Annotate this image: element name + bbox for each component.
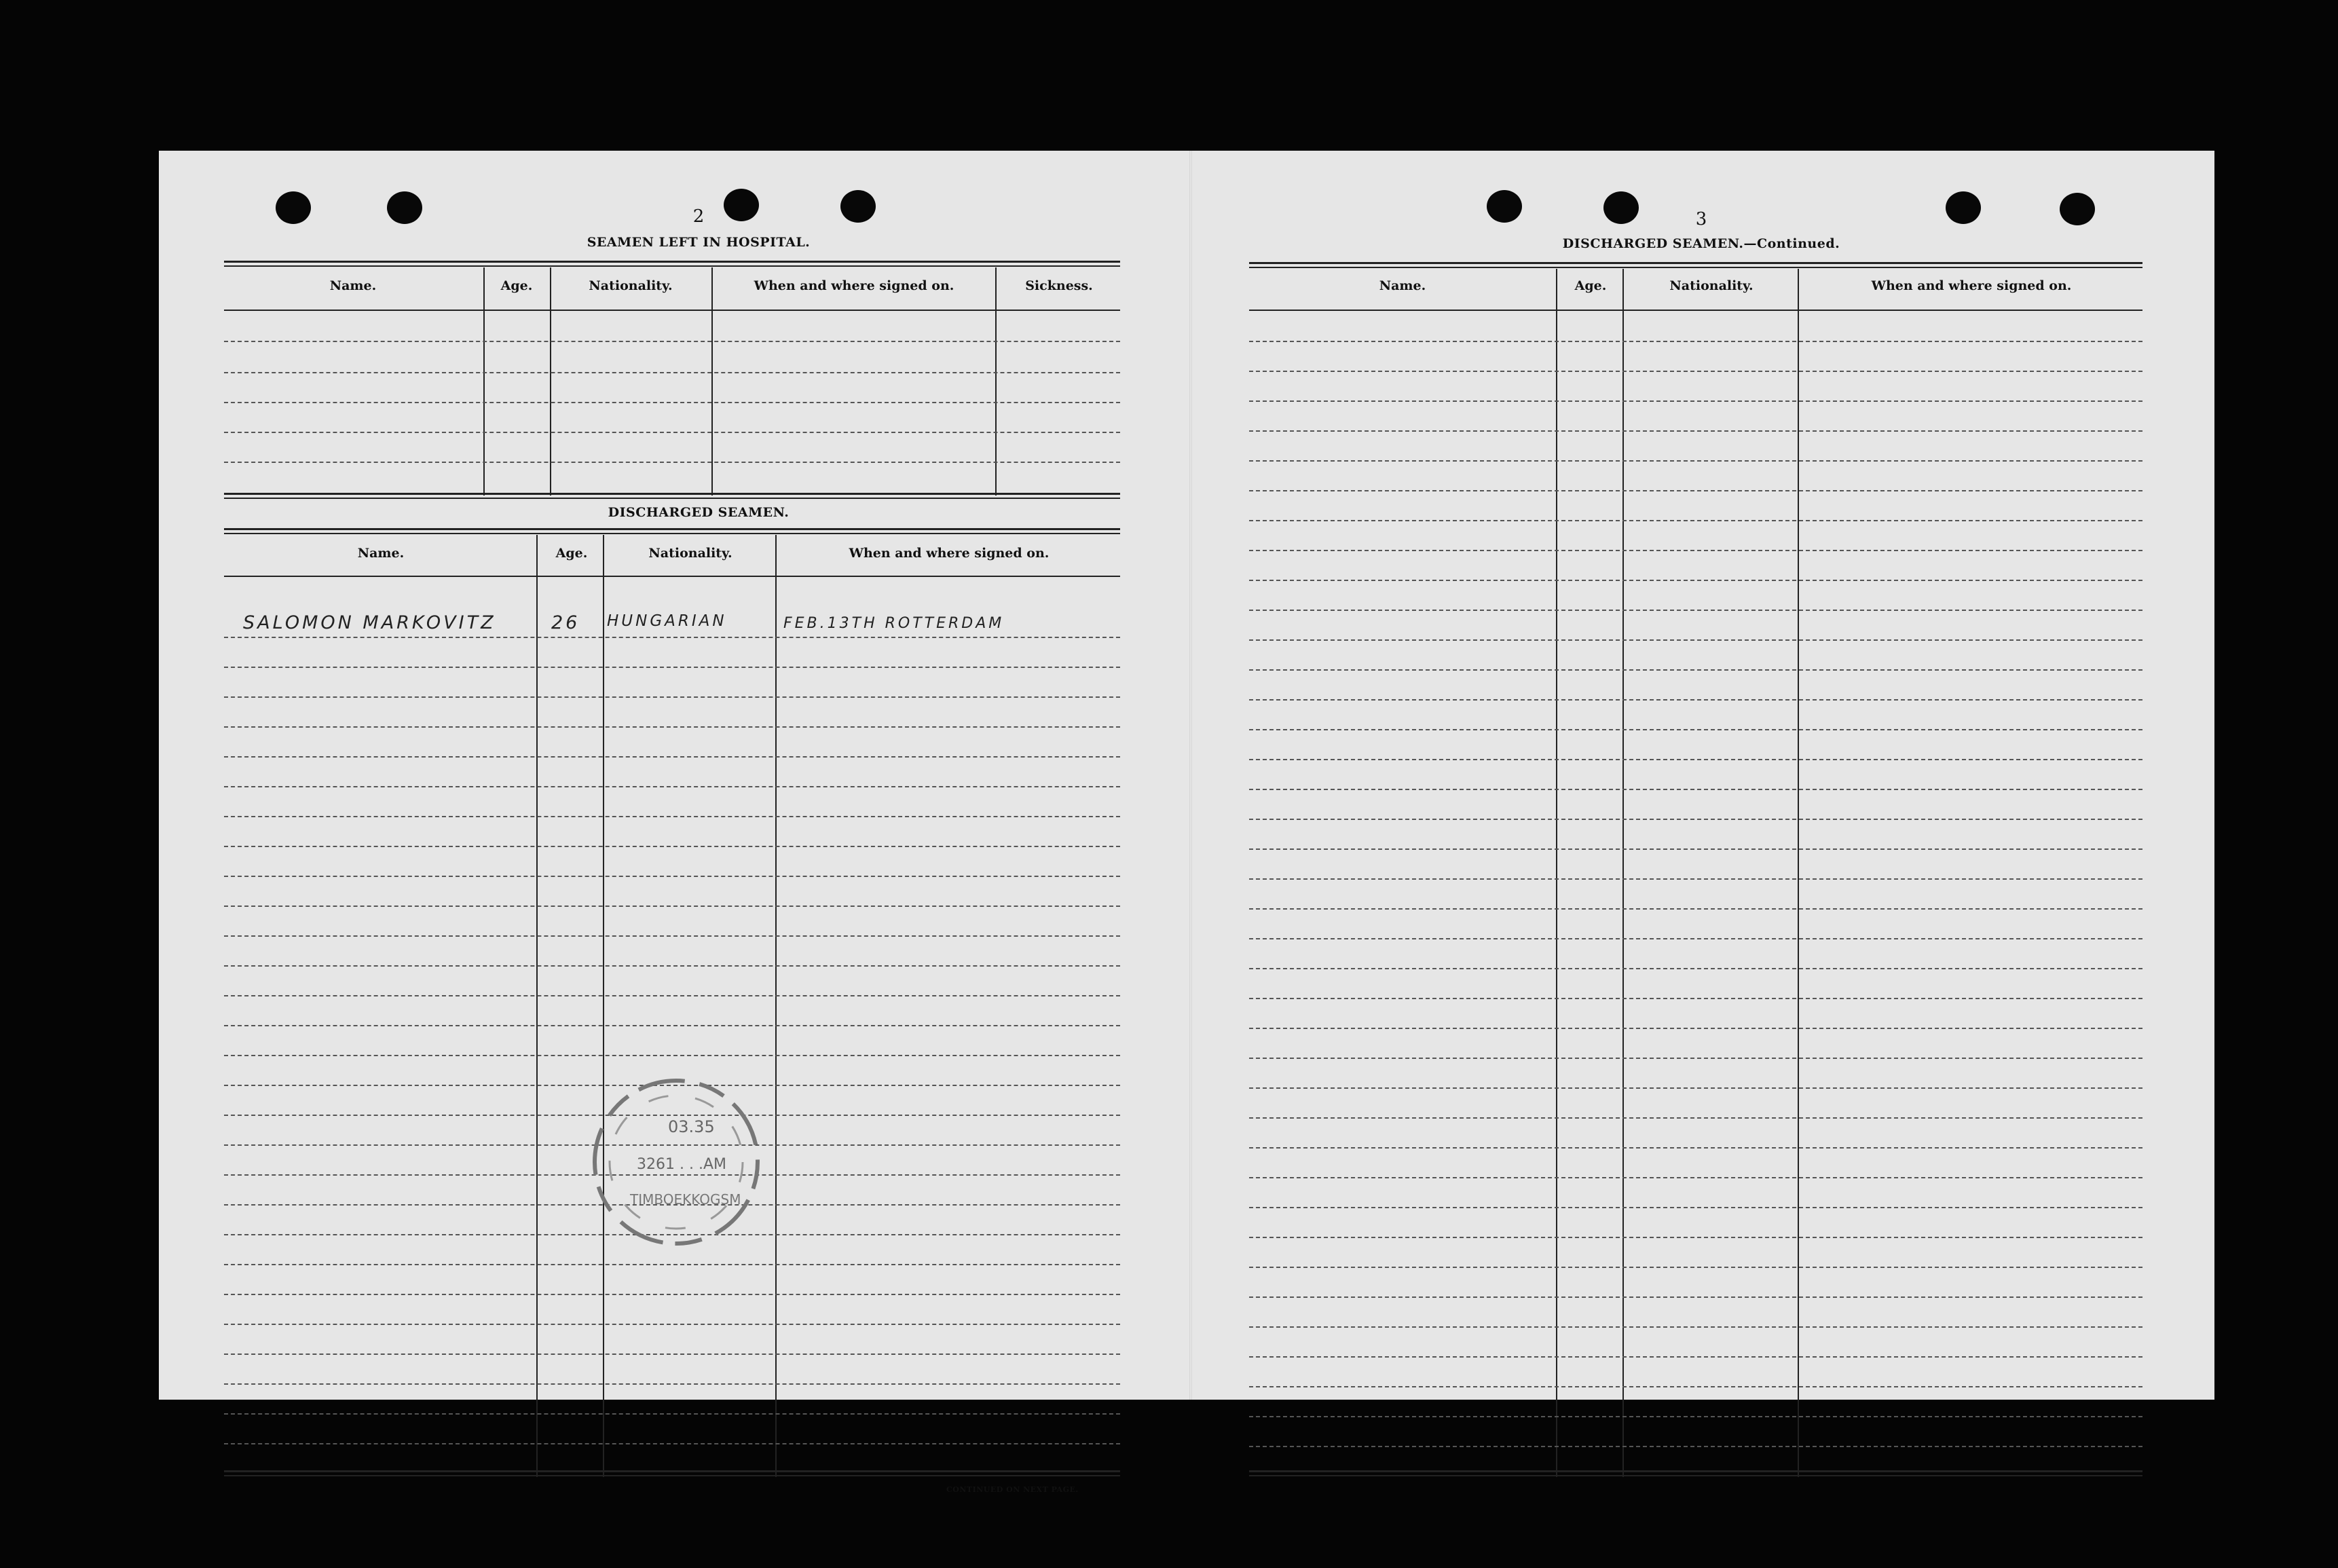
col-header-age: Age. — [555, 546, 588, 561]
ruled-line — [224, 876, 1120, 877]
page-number: 3 — [1695, 209, 1707, 229]
ruled-line — [1249, 878, 2142, 880]
ruled-line — [1249, 1326, 2142, 1328]
ruled-line — [224, 432, 1120, 433]
ruled-line — [1249, 968, 2142, 969]
col-header-sickness: Sickness. — [1025, 278, 1093, 293]
column-divider — [1798, 269, 1799, 1477]
ruled-line — [224, 1055, 1120, 1056]
hospital-header-rule — [224, 310, 1120, 311]
right-bottom-rule — [1249, 1470, 2142, 1476]
ruled-line — [1249, 1386, 2142, 1387]
ruled-line — [1249, 848, 2142, 850]
ruled-line — [1249, 1237, 2142, 1238]
ruled-line — [224, 965, 1120, 967]
col-header-name: Name. — [1379, 278, 1426, 293]
ruled-line — [1249, 1147, 2142, 1149]
col-header-nationality: Nationality. — [648, 546, 732, 561]
column-divider — [603, 535, 604, 1477]
col-header-signed-on: When and where signed on. — [1871, 278, 2072, 293]
continued-section-title: DISCHARGED SEAMEN.—Continued. — [1562, 236, 1840, 251]
discharged-header-rule — [224, 576, 1120, 577]
ruled-line — [224, 786, 1120, 787]
col-header-signed-on: When and where signed on. — [849, 546, 1050, 561]
ruled-line — [1249, 550, 2142, 551]
ruled-line — [1249, 430, 2142, 432]
ruled-line — [1249, 729, 2142, 730]
ruled-line — [1249, 490, 2142, 491]
ruled-line — [224, 816, 1120, 817]
col-header-age: Age. — [500, 278, 533, 293]
ruled-line — [224, 1324, 1120, 1325]
ruled-line — [224, 1413, 1120, 1415]
stamp-line-1: 03.35 — [668, 1117, 715, 1136]
ruled-line — [224, 1025, 1120, 1026]
discharged-bottom-rule — [224, 1470, 1120, 1476]
ruled-line — [1249, 341, 2142, 342]
discharged-section-title: DISCHARGED SEAMEN. — [608, 505, 790, 520]
ruled-line — [224, 995, 1120, 996]
ruled-line — [224, 1443, 1120, 1444]
ruled-line — [224, 462, 1120, 463]
ruled-line — [1249, 520, 2142, 521]
column-divider — [1622, 269, 1624, 1477]
ruled-line — [224, 846, 1120, 847]
ruled-line — [1249, 371, 2142, 372]
col-header-signed-on: When and where signed on. — [754, 278, 954, 293]
ruled-line — [224, 637, 1120, 638]
hospital-bottom-rule — [224, 493, 1120, 499]
ruled-line — [1249, 699, 2142, 701]
ruled-line — [1249, 1446, 2142, 1447]
seaman-age: 26 — [551, 612, 580, 633]
ruled-line — [1249, 669, 2142, 671]
ruled-line — [224, 402, 1120, 403]
seaman-nationality: HUNGARIAN — [607, 612, 727, 630]
seaman-name: SALOMON MARKOVITZ — [243, 612, 496, 633]
ruled-line — [224, 667, 1120, 668]
ruled-line — [224, 906, 1120, 907]
continued-footer: CONTINUED ON NEXT PAGE. — [946, 1485, 1079, 1494]
page-number: 2 — [692, 206, 705, 227]
stamp-line-2: 3261 . . .AM — [637, 1156, 726, 1173]
document-sheet — [159, 151, 2214, 1494]
ruled-line — [1249, 789, 2142, 790]
ruled-line — [1249, 819, 2142, 820]
right-top-rule — [1249, 262, 2142, 268]
ruled-line — [1249, 1177, 2142, 1178]
hospital-top-rule — [224, 261, 1120, 267]
discharged-top-rule — [224, 528, 1120, 534]
stamp-line-3: TIMBOEKKOGSM — [630, 1191, 741, 1208]
col-header-nationality: Nationality. — [1669, 278, 1754, 293]
left-page — [159, 151, 1189, 1494]
column-divider — [536, 535, 538, 1477]
col-header-name: Name. — [357, 546, 405, 561]
ruled-line — [224, 1294, 1120, 1295]
seaman-signed-on: FEB.13TH ROTTERDAM — [783, 615, 1005, 632]
ruled-line — [1249, 998, 2142, 999]
ruled-line — [1249, 908, 2142, 910]
col-header-nationality: Nationality. — [589, 278, 673, 293]
ruled-line — [224, 935, 1120, 937]
column-divider — [1556, 269, 1557, 1477]
ruled-line — [1249, 1416, 2142, 1417]
ruled-line — [224, 1383, 1120, 1385]
ruled-line — [224, 726, 1120, 728]
ruled-line — [1249, 1028, 2142, 1029]
hospital-section-title: SEAMEN LEFT IN HOSPITAL. — [587, 235, 811, 250]
postmark-stamp — [574, 1074, 778, 1250]
ruled-line — [1249, 1087, 2142, 1089]
ruled-line — [1249, 1117, 2142, 1119]
ruled-line — [1249, 580, 2142, 581]
ruled-line — [1249, 938, 2142, 939]
ruled-line — [1249, 639, 2142, 641]
col-header-age: Age. — [1574, 278, 1607, 293]
right-page — [1192, 151, 2214, 1400]
ruled-line — [1249, 1267, 2142, 1268]
ruled-line — [224, 756, 1120, 758]
ruled-line — [224, 341, 1120, 342]
ruled-line — [1249, 460, 2142, 462]
ruled-line — [1249, 610, 2142, 611]
ruled-line — [1249, 1296, 2142, 1298]
ruled-line — [224, 1264, 1120, 1265]
ruled-line — [1249, 1207, 2142, 1208]
ruled-line — [224, 1354, 1120, 1355]
right-header-rule — [1249, 310, 2142, 311]
col-header-name: Name. — [329, 278, 377, 293]
ruled-line — [1249, 1058, 2142, 1059]
ruled-line — [1249, 759, 2142, 760]
column-divider — [775, 535, 777, 1477]
ruled-line — [1249, 1356, 2142, 1358]
ruled-line — [1249, 400, 2142, 402]
ruled-line — [224, 696, 1120, 698]
ruled-line — [224, 372, 1120, 373]
